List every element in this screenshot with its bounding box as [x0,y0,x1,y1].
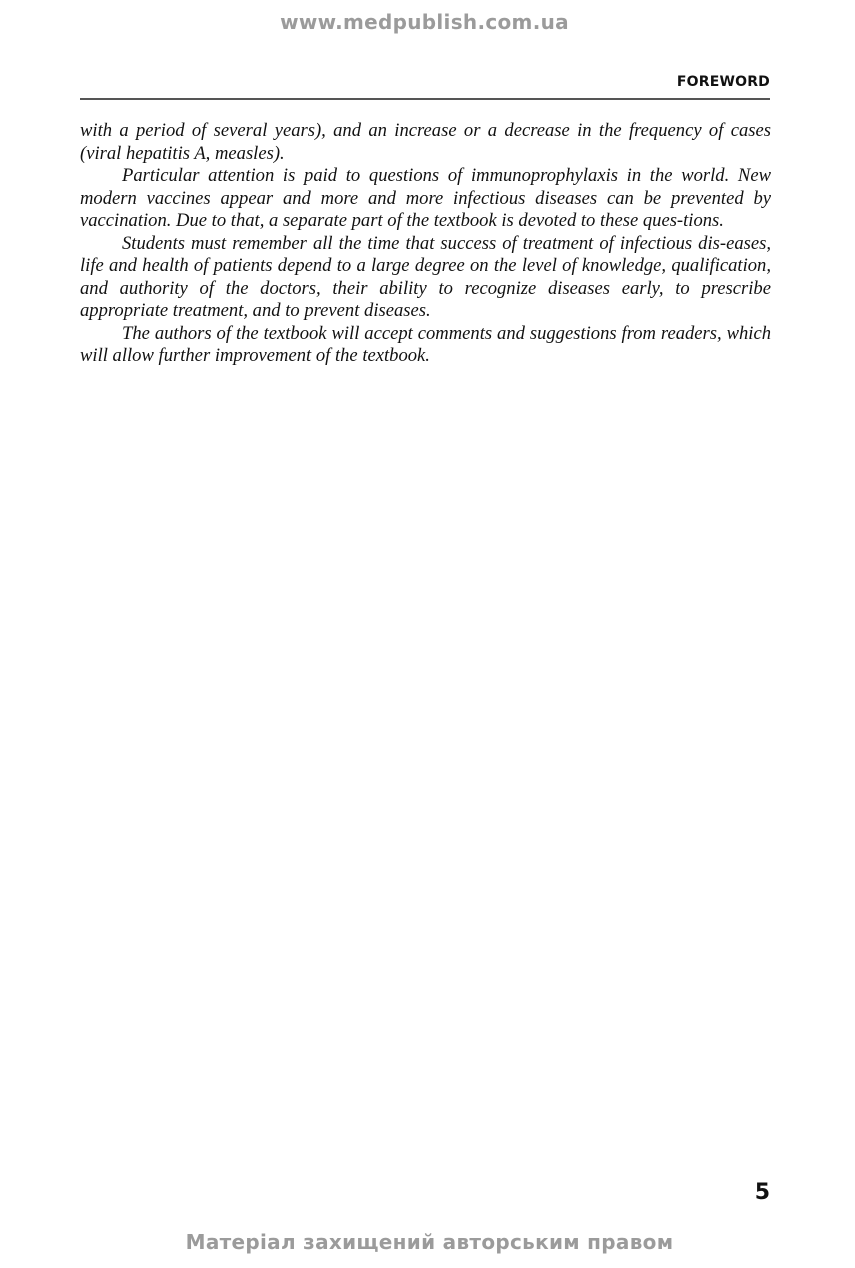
paragraph-immunoprophylaxis: Particular attention is paid to questions of immunoprophylaxis in the world. New modern vaccines appear and more and more infectious diseases can be prevented by vaccination. Due to that, a separate part of the textbook is devoted to these ques-tions. [80,165,771,231]
watermark-url: www.medpublish.com.ua [280,10,569,34]
paragraph-continuation: with a period of several years), and an increase or a decrease in the frequency of cases (viral hepatitis A, measles). [80,120,771,164]
page-number: 5 [754,1180,770,1205]
body-text [80,120,771,368]
running-header [80,74,770,100]
copyright-watermark: Матеріал захищений авторським правом [185,1230,674,1254]
paragraph-students: Students must remember all the time that success of treatment of infectious dis-eases, life and health of patients depend to a large degree on the level of knowledge, qualification, and authority of the doctors, their ability to recognize diseases early, to prescribe appropriate treatment, and to prevent diseases. [80,232,771,321]
section-title: FOREWORD [676,74,770,90]
paragraph-authors: The authors of the textbook will accept comments and suggestions from readers, which will allow further improvement of the textbook. [80,322,771,366]
